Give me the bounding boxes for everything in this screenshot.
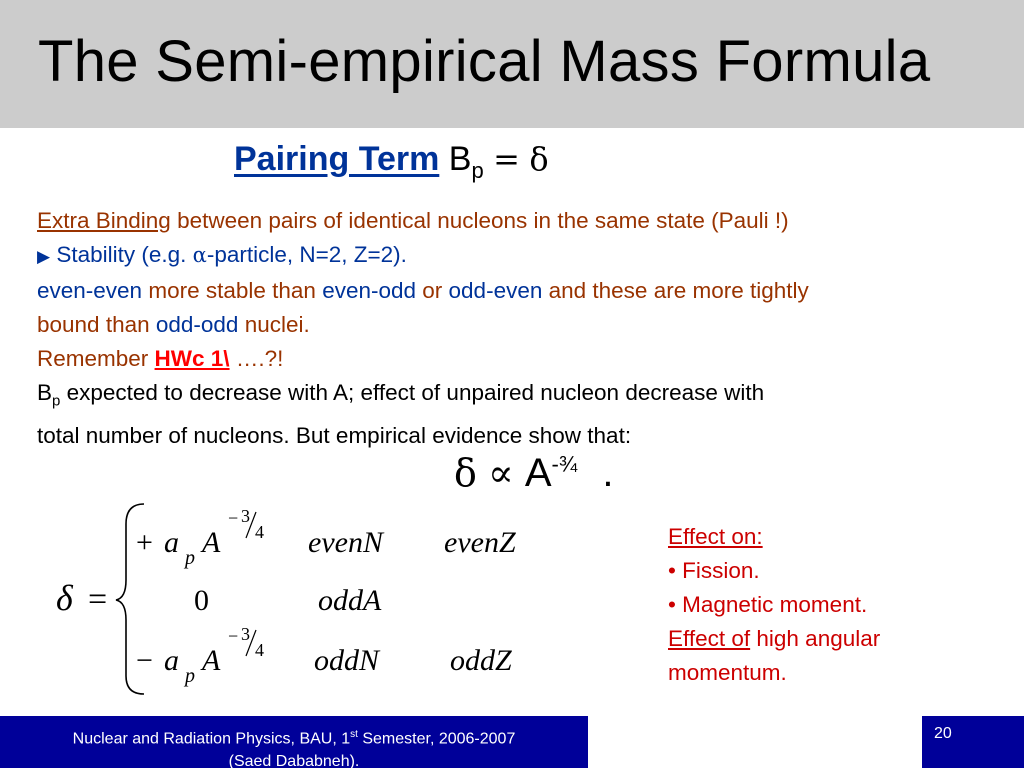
alpha-symbol: α: [192, 243, 207, 267]
title-bar: [0, 0, 1024, 128]
row3-cond1: oddN: [314, 644, 380, 677]
effects-box: [668, 520, 1008, 690]
row3-p: p: [185, 665, 195, 687]
formula-delta: δ: [56, 578, 73, 618]
extra-binding-label: Extra Binding: [37, 208, 171, 233]
pairing-formula: [40, 498, 600, 698]
slide-title: The Semi-empirical Mass Formula: [38, 29, 931, 94]
effect-momentum: momentum.: [668, 660, 787, 685]
row2-cond1: oddA: [318, 584, 382, 617]
formula-equals: =: [88, 581, 108, 618]
effect-magnetic: • Magnetic moment.: [668, 592, 868, 617]
row1-A: A: [202, 526, 221, 559]
footer-author: (Saed Dababneh).: [228, 753, 360, 771]
effect-of-line: Effect of high angular: [668, 626, 881, 651]
body-text: [37, 204, 1017, 453]
pairing-formula-svg: [40, 498, 600, 698]
row1-exp-neg: −: [228, 508, 239, 528]
row3-exp-num: 3: [241, 624, 250, 644]
row3-exp-den: 4: [255, 640, 264, 660]
hwc-link[interactable]: HWc 1\: [154, 346, 230, 371]
line-extra-binding: Extra Binding between pairs of identical nucleons in the same state (Pauli !): [37, 208, 789, 233]
line-even-even: even-even more stable than even-odd or odd-even and these are more tightly: [37, 278, 809, 303]
proportionality-relation: $\delta \propto A^{-\frac{3}{4}}$ .: [454, 451, 614, 495]
row3-a: a: [164, 644, 179, 677]
row1-exp-den: 4: [255, 522, 264, 542]
row1-a: a: [164, 526, 179, 559]
row1-cond2: evenZ: [444, 526, 516, 559]
footer-line1: Nuclear and Radiation Physics, BAU, 1st Semester, 2006-2007: [72, 729, 516, 748]
row3-cond2: oddZ: [450, 644, 512, 677]
row2-value: 0: [194, 584, 209, 617]
line-bound: bound than odd-odd nuclei.: [37, 312, 310, 337]
row1-p: p: [185, 547, 195, 569]
line-stability: ▶ Stability (e.g. α-particle, N=2, Z=2).: [37, 242, 407, 267]
row3-A: A: [202, 644, 221, 677]
delta-symbol: δ: [529, 140, 549, 178]
row3-exp-neg: −: [228, 626, 239, 646]
line-remember: Remember HWc 1\ ….?!: [37, 346, 284, 371]
line-bp-expected: $B_p$ expected to decrease with A; effect of unpaired nucleon decrease with: [37, 380, 765, 410]
triangle-bullet-icon: ▶: [37, 247, 51, 266]
line-total-nucleons: total number of nucleons. But empirical evidence show that:: [37, 422, 632, 448]
pairing-term-heading: Pairing Term: [234, 140, 440, 178]
row1-cond1: evenN: [308, 526, 383, 559]
effect-fission: • Fission.: [668, 558, 760, 583]
row1-exp-num: 3: [241, 506, 250, 526]
section-heading: [234, 140, 549, 184]
row1-sign: +: [136, 526, 153, 559]
effect-on-heading: Effect on:: [668, 524, 763, 549]
bp-symbol: $B_p$: [448, 140, 484, 183]
equals-sign: =: [493, 140, 520, 178]
row3-sign: −: [136, 644, 153, 677]
slide-number: 20: [922, 716, 1024, 768]
footer-course-info: [0, 716, 588, 771]
